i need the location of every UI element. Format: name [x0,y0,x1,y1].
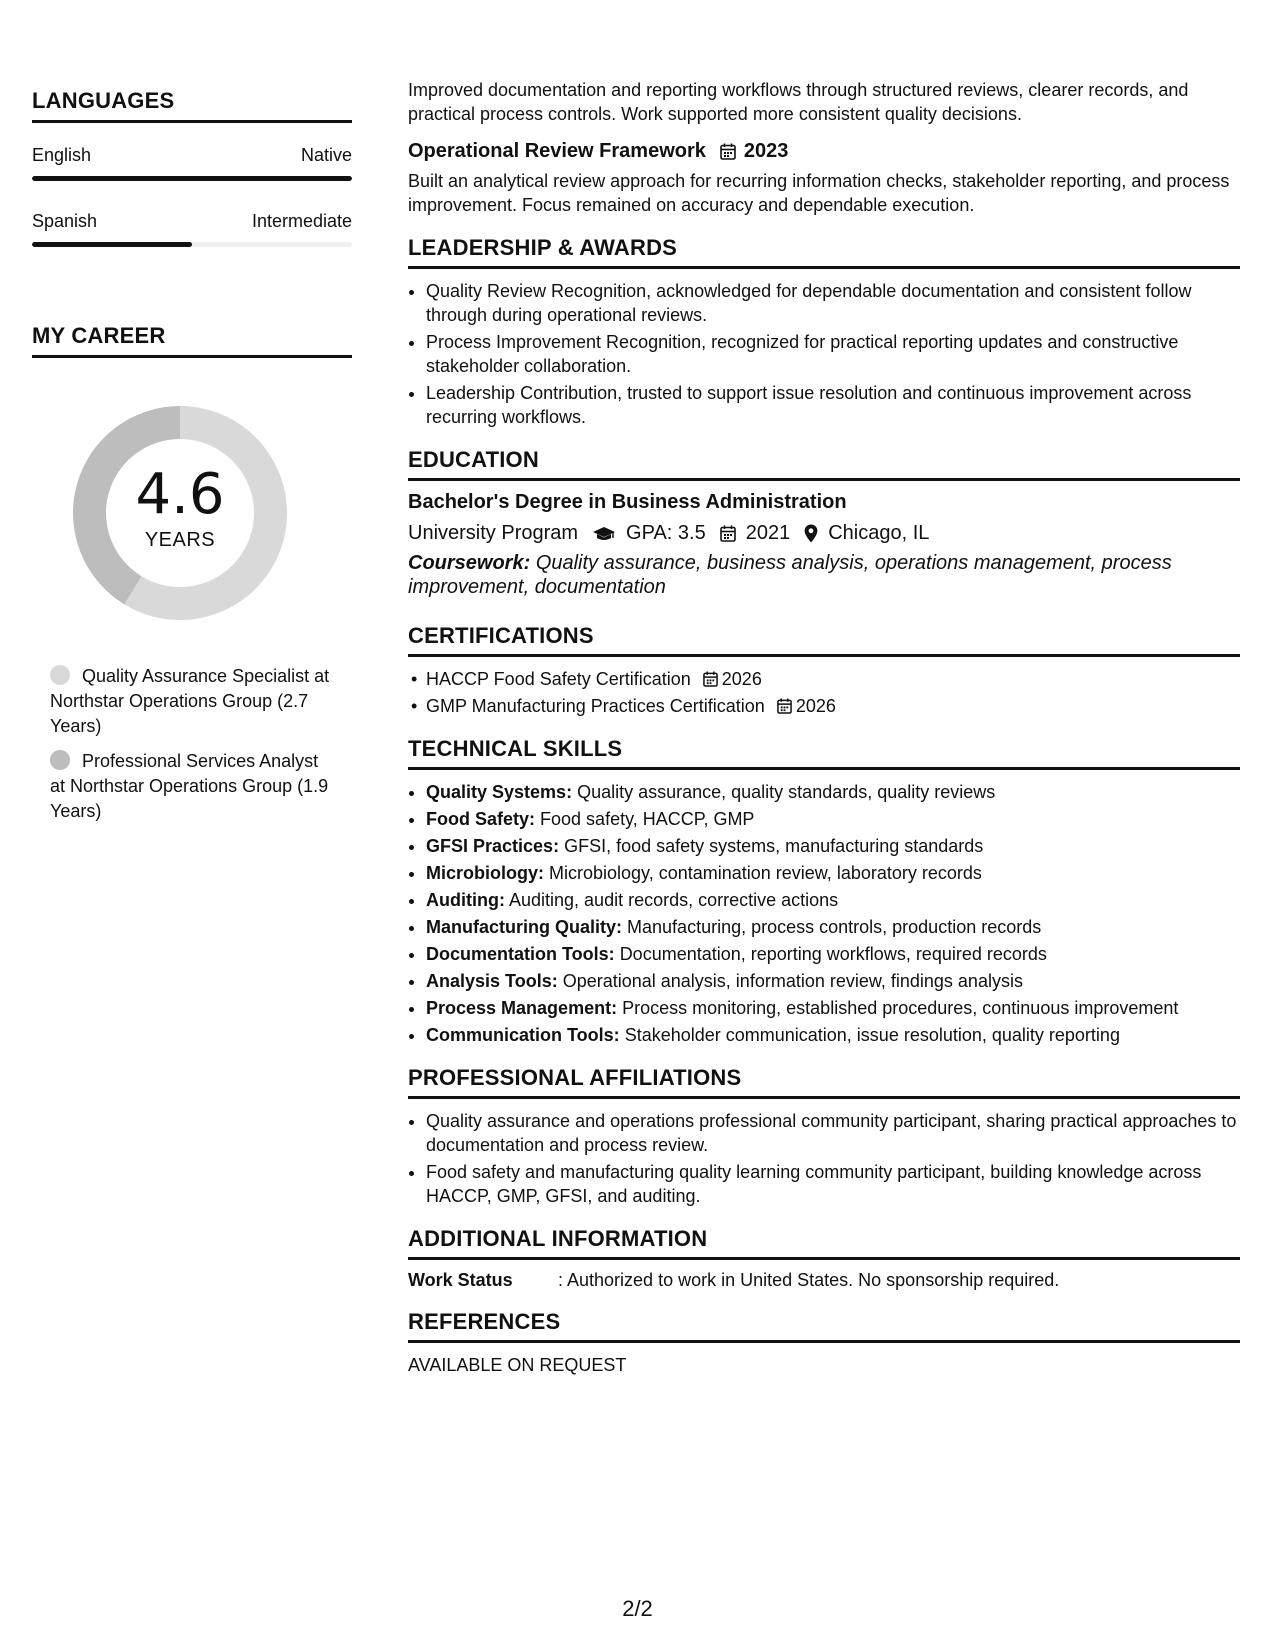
education-heading: EDUCATION [408,447,1240,481]
skill-item [426,1023,1240,1047]
education-year: 2021 [745,522,791,544]
language-name: Spanish [32,211,98,231]
certifications-heading: CERTIFICATIONS [408,623,1240,657]
skill-value: Stakeholder communication, issue resolution, quality reporting [624,1025,1120,1045]
certification-name: • GMP Manufacturing Practices Certification [426,696,765,716]
skill-label: Documentation Tools: [426,944,615,964]
legend-dot-icon [50,665,70,685]
education-location: Chicago, IL [828,522,930,544]
references-text: AVAILABLE ON REQUEST [408,1355,627,1375]
calendar-icon [703,671,718,687]
language-level: Native [300,145,352,165]
technical-skills-list [408,780,1240,1047]
skill-label: Communication Tools: [426,1025,620,1045]
certification-year: 2026 [795,696,836,716]
list-item: • Food safety and manufacturing quality learning community participant, building knowledge across HACCP, GMP, GFSI, and auditing. [426,1160,1240,1208]
skill-value: Process monitoring, established procedures, continuous improvement [622,998,1179,1018]
coursework-label: Coursework: [408,552,531,574]
education-coursework [408,551,1240,599]
certifications-list [408,667,1240,718]
language-name: English [32,145,92,165]
education-gpa: GPA: 3.5 [626,522,706,544]
technical-skills-heading: TECHNICAL SKILLS [408,736,1240,770]
skill-label: Quality Systems: [426,782,573,802]
left-column [32,88,352,834]
skill-label: Process Management: [426,998,618,1018]
language-item [32,145,352,181]
skill-value: Manufacturing, process controls, production records [627,917,1042,937]
skill-value: Documentation, reporting workflows, required records [619,944,1047,964]
education-meta-row [408,522,1240,545]
page-number: 2/2 [622,1596,653,1621]
skill-value: Quality assurance, quality standards, quality reviews [577,782,996,802]
affiliations-heading: PROFESSIONAL AFFILIATIONS [408,1065,1240,1099]
certification-item [426,694,1240,718]
list-item: • Quality assurance and operations professional community participant, sharing practical approaches to documentation and process review. [426,1109,1240,1157]
skill-value: Operational analysis, information review, findings analysis [562,971,1023,991]
career-legend-item [50,664,330,739]
project-title-row [408,140,1240,163]
calendar-icon [720,143,736,160]
language-level: Intermediate [251,211,352,231]
language-level-bar [32,176,352,181]
skill-value: Auditing, audit records, corrective actions [509,890,839,910]
education-degree: Bachelor's Degree in Business Administration [408,491,847,513]
right-column [408,78,1240,1376]
coursework-text: Quality assurance, business analysis, operations management, process improvement, documentation [408,552,1172,598]
legend-dot-icon [50,750,70,770]
language-level-fill [32,176,352,181]
career-years-unit: YEARS [144,528,216,551]
education-school: University Program [408,522,579,544]
additional-info-heading: ADDITIONAL INFORMATION [408,1226,1240,1260]
career-total-years: 4.6 [135,461,225,527]
certification-item [426,667,1240,691]
skill-item [426,969,1240,993]
project-title: Operational Review Framework [408,140,706,162]
language-level-fill [32,242,192,247]
list-item: • Quality Review Recognition, acknowledged for dependable documentation and consistent follow through during operational reviews. [426,279,1240,327]
certification-name: • HACCP Food Safety Certification [426,669,691,689]
project-intro-text: Improved documentation and reporting workflows through structured reviews, clearer records, and practical process controls. Work supported more consistent quality decisions. [408,80,1189,124]
career-legend [50,664,330,824]
leadership-list [408,279,1240,429]
skill-item [426,888,1240,912]
map-pin-icon [804,524,818,543]
skill-value: Food safety, HACCP, GMP [540,809,755,829]
skill-item [426,834,1240,858]
list-item: • Leadership Contribution, trusted to support issue resolution and continuous improvement across recurring workflows. [426,381,1240,429]
work-status-value: : Authorized to work in United States. No sponsorship required. [558,1270,1060,1290]
leadership-heading: LEADERSHIP & AWARDS [408,235,1240,269]
skill-item [426,942,1240,966]
career-heading: MY CAREER [32,323,352,358]
work-status-label: Work Status [408,1270,513,1290]
skill-value: GFSI, food safety systems, manufacturing standards [564,836,984,856]
skill-item [426,807,1240,831]
career-legend-label: Quality Assurance Specialist at Northstar Operations Group (2.7 Years) [50,666,330,736]
graduation-cap-icon [592,526,616,542]
languages-heading: LANGUAGES [32,88,352,123]
work-status-row [408,1270,1240,1291]
skill-item [426,996,1240,1020]
skill-label: Auditing: [426,890,505,910]
skill-label: Food Safety: [426,809,536,829]
skill-item [426,915,1240,939]
references-heading: REFERENCES [408,1309,1240,1343]
skill-item [426,861,1240,885]
career-legend-item [50,749,330,824]
skill-label: Microbiology: [426,863,544,883]
skill-item [426,780,1240,804]
language-item [32,211,352,247]
skill-label: Manufacturing Quality: [426,917,623,937]
skill-value: Microbiology, contamination review, laboratory records [549,863,982,883]
skill-label: GFSI Practices: [426,836,560,856]
career-donut-chart [65,398,295,628]
skill-label: Analysis Tools: [426,971,558,991]
certification-year: 2026 [721,669,762,689]
donut-center [65,398,295,628]
project-year: 2023 [743,140,789,162]
career-legend-label: Professional Services Analyst at Northstar Operations Group (1.9 Years) [50,751,329,821]
list-item: • Process Improvement Recognition, recognized for practical reporting updates and constructive stakeholder collaboration. [426,330,1240,378]
calendar-icon [720,525,736,542]
affiliations-list [408,1109,1240,1208]
language-level-bar [32,242,352,247]
project-description: Built an analytical review approach for recurring information checks, stakeholder reporting, and process improvement. Focus remained on accuracy and dependable execution. [408,171,1230,215]
calendar-icon [777,698,792,714]
